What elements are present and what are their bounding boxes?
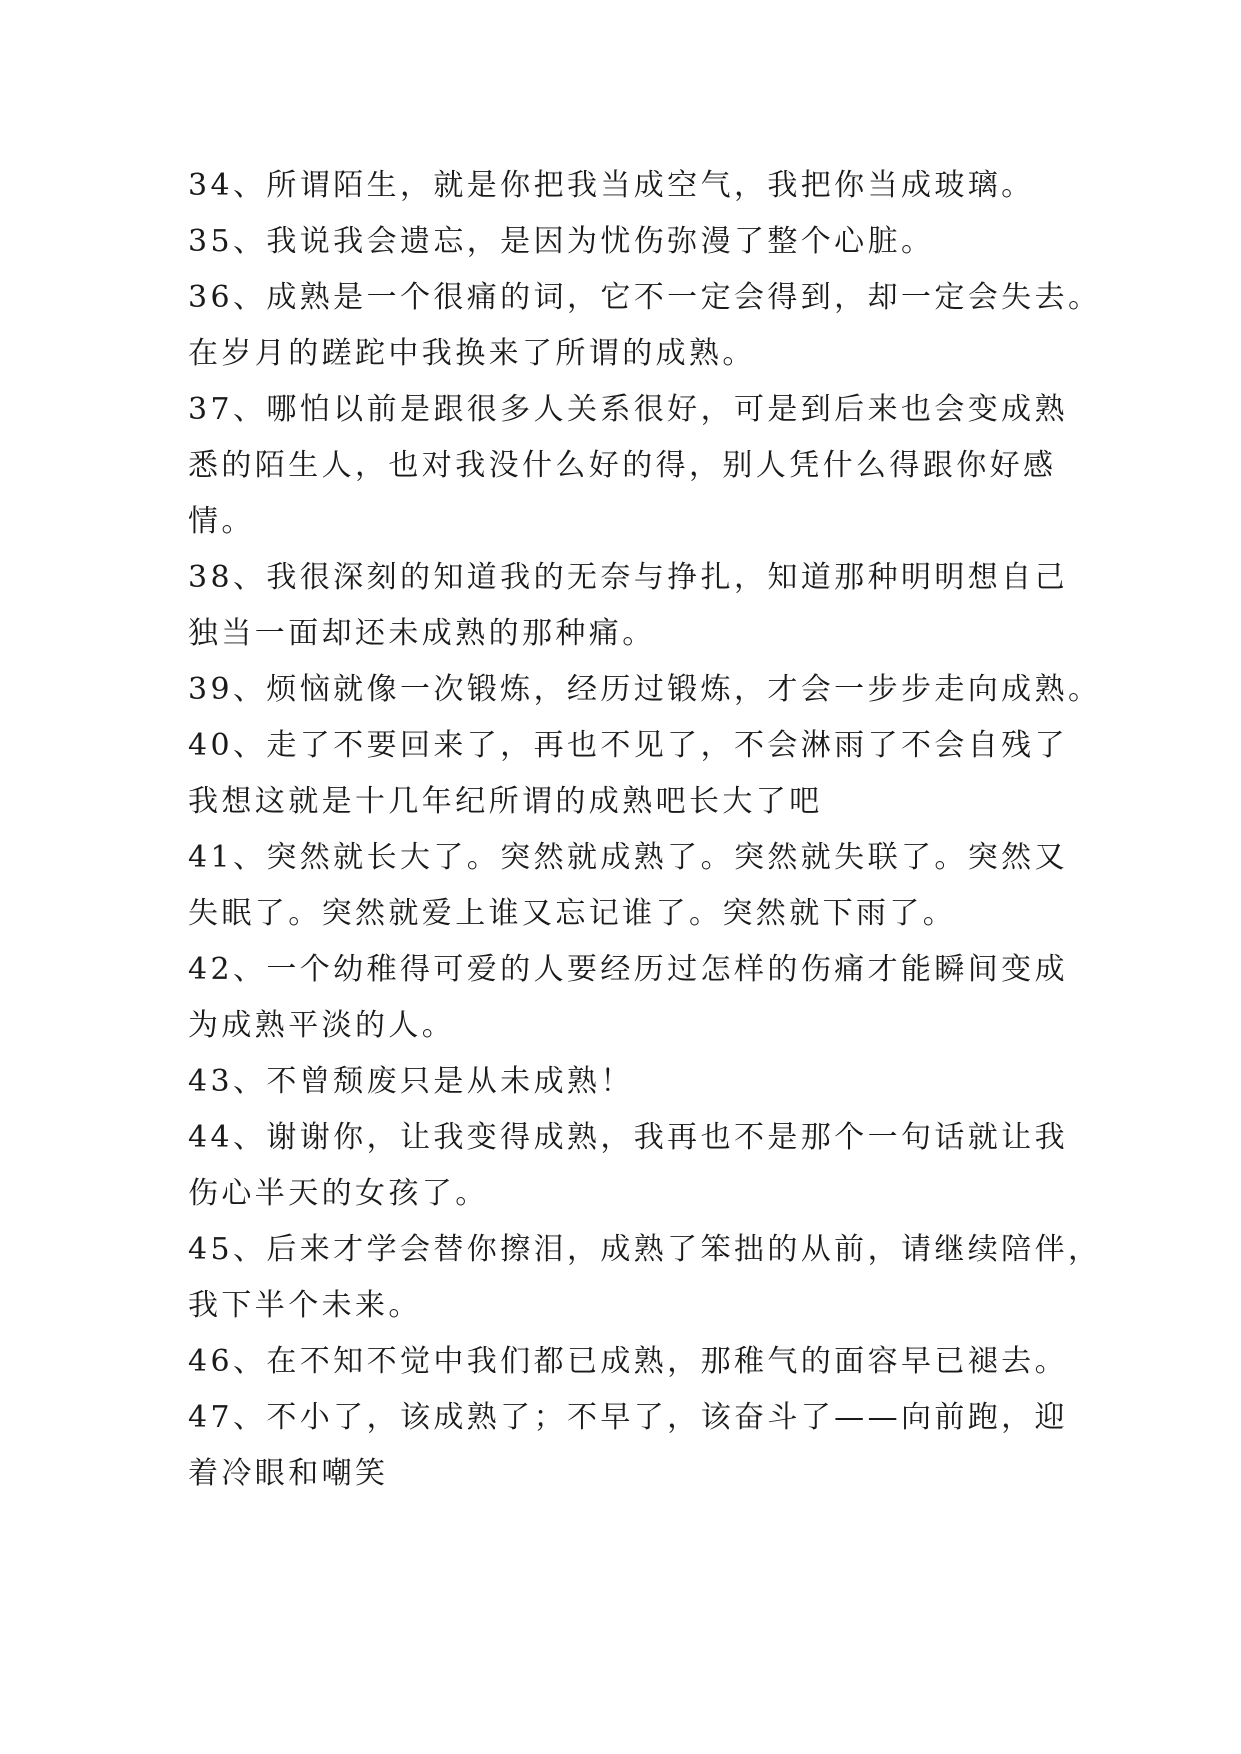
text-line: 我下半个未来。 [188, 1288, 422, 1323]
text-line: 41、突然就长大了。突然就成熟了。突然就失联了。突然又 [188, 840, 1068, 875]
text-line: 着冷眼和嘲笑 [188, 1456, 389, 1491]
text-line: 35、我说我会遗忘，是因为忧伤弥漫了整个心脏。 [188, 224, 935, 259]
text-line: 我想这就是十几年纪所谓的成熟吧长大了吧 [188, 784, 823, 819]
document-body [188, 158, 1102, 1502]
text-line: 悉的陌生人，也对我没什么好的得，别人凭什么得跟你好感 [188, 448, 1057, 483]
text-line: 38、我很深刻的知道我的无奈与挣扎，知道那种明明想自己 [188, 560, 1068, 595]
text-line: 42、一个幼稚得可爱的人要经历过怎样的伤痛才能瞬间变成 [188, 952, 1068, 987]
text-line: 独当一面却还未成熟的那种痛。 [188, 616, 656, 651]
text-line: 45、后来才学会替你擦泪，成熟了笨拙的从前，请继续陪伴， [188, 1232, 1102, 1267]
text-line: 46、在不知不觉中我们都已成熟，那稚气的面容早已褪去。 [188, 1344, 1068, 1379]
text-line: 44、谢谢你，让我变得成熟，我再也不是那个一句话就让我 [188, 1120, 1068, 1155]
text-line: 40、走了不要回来了，再也不见了，不会淋雨了不会自残了 [188, 728, 1068, 763]
text-line: 37、哪怕以前是跟很多人关系很好，可是到后来也会变成熟 [188, 392, 1068, 427]
text-line: 34、所谓陌生，就是你把我当成空气，我把你当成玻璃。 [188, 168, 1035, 203]
text-line: 失眠了。突然就爱上谁又忘记谁了。突然就下雨了。 [188, 896, 957, 931]
text-line: 为成熟平淡的人。 [188, 1008, 456, 1043]
text-line: 情。 [188, 504, 255, 539]
text-line: 47、不小了，该成熟了；不早了，该奋斗了——向前跑，迎 [188, 1400, 1068, 1435]
text-line: 43、不曾颓废只是从未成熟！ [188, 1064, 634, 1099]
text-line: 在岁月的蹉跎中我换来了所谓的成熟。 [188, 336, 756, 371]
text-line: 36、成熟是一个很痛的词，它不一定会得到，却一定会失去。 [188, 280, 1102, 315]
text-line: 伤心半天的女孩了。 [188, 1176, 489, 1211]
text-line: 39、烦恼就像一次锻炼，经历过锻炼，才会一步步走向成熟。 [188, 672, 1102, 707]
